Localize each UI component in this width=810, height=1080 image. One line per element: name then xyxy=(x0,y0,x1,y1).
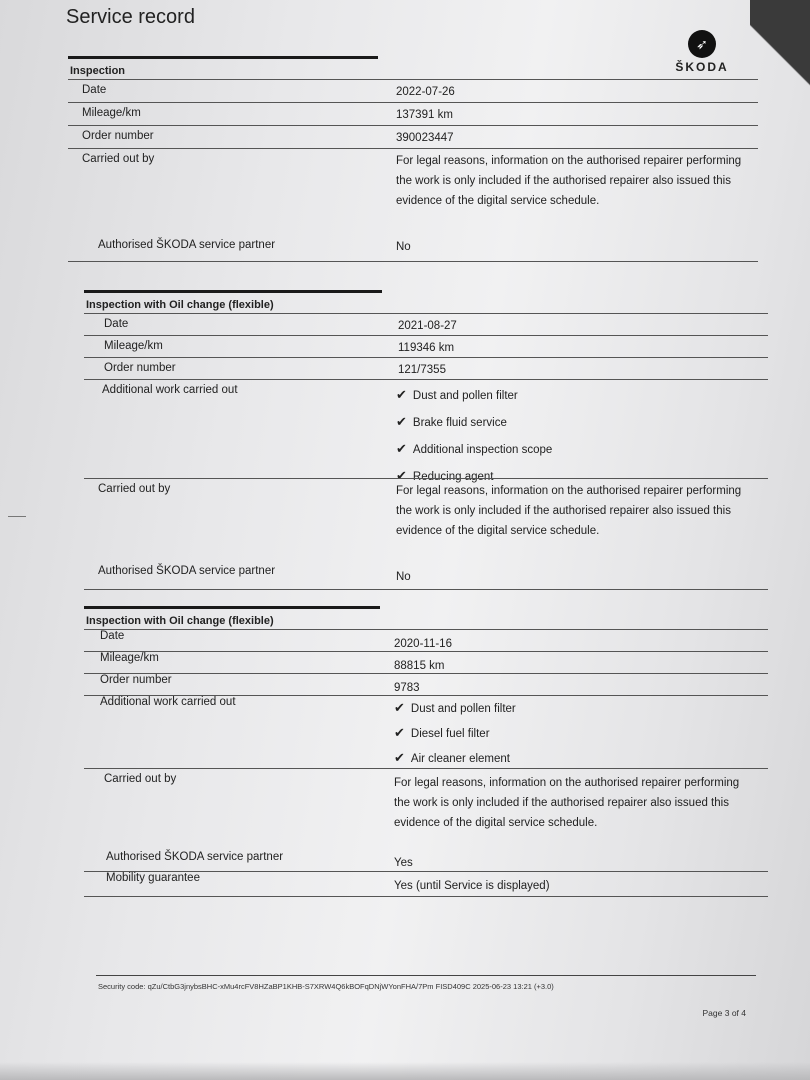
row-label: Additional work carried out xyxy=(102,384,238,396)
row-value: Yes xyxy=(394,857,413,869)
section-title: Inspection xyxy=(70,65,126,77)
work-checklist xyxy=(396,382,756,490)
check-item-label: Diesel fuel filter xyxy=(410,728,490,740)
check-item-label: Air cleaner element xyxy=(410,753,510,765)
row-order-number xyxy=(84,673,768,695)
section-title: Inspection with Oil change (flexible) xyxy=(86,299,274,311)
row-order-number xyxy=(84,357,768,379)
page-corner-shadow xyxy=(750,0,810,150)
security-code: Security code: qZu/CtbG3jnybsBHC-xMu4rcFV8HZaBP1KHB-S7XRW4Q6kBOFqDNjWYonFHA/7Pm FISD409C 2025-06-23 13:21 (+3.0) xyxy=(98,982,554,991)
check-item xyxy=(394,696,754,721)
row-value: 2022-07-26 xyxy=(396,86,455,98)
row-label: Authorised ŠKODA service partner xyxy=(98,565,276,577)
row-additional-work xyxy=(84,695,768,768)
row-carried-out-by xyxy=(84,768,768,847)
row-label: Date xyxy=(82,84,107,96)
row-date xyxy=(84,313,768,335)
checkmark-icon: ✔ xyxy=(396,441,407,456)
row-label: Date xyxy=(104,318,129,330)
row-label: Authorised ŠKODA service partner xyxy=(98,239,276,251)
page-title: Service record xyxy=(66,6,195,28)
row-value: For legal reasons, information on the authorised repairer performing the work is only included if the authorised repairer also issued this evidence of the digital service schedule. xyxy=(396,155,742,207)
row-label: Carried out by xyxy=(104,773,177,785)
row-value: 137391 km xyxy=(396,109,453,121)
row-label: Date xyxy=(100,630,125,642)
row-label: Authorised ŠKODA service partner xyxy=(106,851,284,863)
row-date xyxy=(84,629,768,651)
row-label: Order number xyxy=(100,674,172,686)
check-item xyxy=(396,382,756,409)
check-item-label: Reducing agent xyxy=(412,471,494,483)
row-carried-out-by xyxy=(84,478,768,561)
row-date xyxy=(68,79,758,102)
page-footer xyxy=(96,975,756,1018)
row-mileage xyxy=(84,651,768,673)
row-order-number xyxy=(68,125,758,148)
check-item xyxy=(396,409,756,436)
check-item-label: Additional inspection scope xyxy=(412,444,553,456)
section-inspection-oil-change-2 xyxy=(84,606,768,897)
brand-name: ŠKODA xyxy=(675,60,729,74)
page-bottom-shadow xyxy=(0,1062,810,1080)
row-value: 119346 km xyxy=(398,342,455,354)
checkmark-icon: ✔ xyxy=(394,700,405,715)
row-authorised-partner xyxy=(84,847,768,871)
row-label: Carried out by xyxy=(98,483,171,495)
page-number: Page 3 of 4 xyxy=(702,1008,746,1018)
checkmark-icon: ✔ xyxy=(396,387,407,402)
check-item xyxy=(396,436,756,463)
row-label: Mileage/km xyxy=(104,340,163,352)
check-item-label: Dust and pollen filter xyxy=(410,703,516,715)
row-value: 121/7355 xyxy=(398,364,446,376)
section-inspection-oil-change-1 xyxy=(84,290,768,590)
row-value: 390023447 xyxy=(396,132,454,144)
row-additional-work xyxy=(84,379,768,483)
work-checklist xyxy=(394,696,754,771)
row-value: For legal reasons, information on the authorised repairer performing the work is only included if the authorised repairer also issued this evidence of the digital service schedule. xyxy=(396,485,742,537)
row-label: Mileage/km xyxy=(100,652,159,664)
row-carried-out-by xyxy=(68,148,758,235)
row-label: Additional work carried out xyxy=(100,696,236,708)
row-authorised-partner xyxy=(68,235,758,261)
row-label: Carried out by xyxy=(82,153,155,165)
row-value: For legal reasons, information on the authorised repairer performing the work is only included if the authorised repairer also issued this evidence of the digital service schedule. xyxy=(394,777,740,829)
check-item-label: Brake fluid service xyxy=(412,417,507,429)
row-mobility-guarantee xyxy=(84,871,768,896)
checkmark-icon: ✔ xyxy=(396,414,407,429)
row-authorised-partner xyxy=(84,561,768,589)
check-item-label: Dust and pollen filter xyxy=(412,390,518,402)
skoda-emblem-icon: ➶ xyxy=(688,30,716,58)
row-mileage xyxy=(84,335,768,357)
row-value: No xyxy=(396,241,411,253)
row-value: 88815 km xyxy=(394,660,445,672)
row-label: Order number xyxy=(82,130,154,142)
row-value: 2020-11-16 xyxy=(394,638,452,650)
checkmark-icon: ✔ xyxy=(396,468,407,483)
checkmark-icon: ✔ xyxy=(394,725,405,740)
row-value: Yes (until Service is displayed) xyxy=(394,880,550,892)
row-value: 2021-08-27 xyxy=(398,320,457,332)
row-value: 9783 xyxy=(394,682,420,694)
row-mileage xyxy=(68,102,758,125)
checkmark-icon: ✔ xyxy=(394,750,405,765)
row-value: No xyxy=(396,571,411,583)
row-label: Mileage/km xyxy=(82,107,141,119)
row-label: Order number xyxy=(104,362,176,374)
margin-mark xyxy=(8,516,26,517)
section-title: Inspection with Oil change (flexible) xyxy=(86,615,274,627)
check-item xyxy=(394,721,754,746)
section-inspection xyxy=(68,56,758,262)
row-label: Mobility guarantee xyxy=(106,872,200,884)
